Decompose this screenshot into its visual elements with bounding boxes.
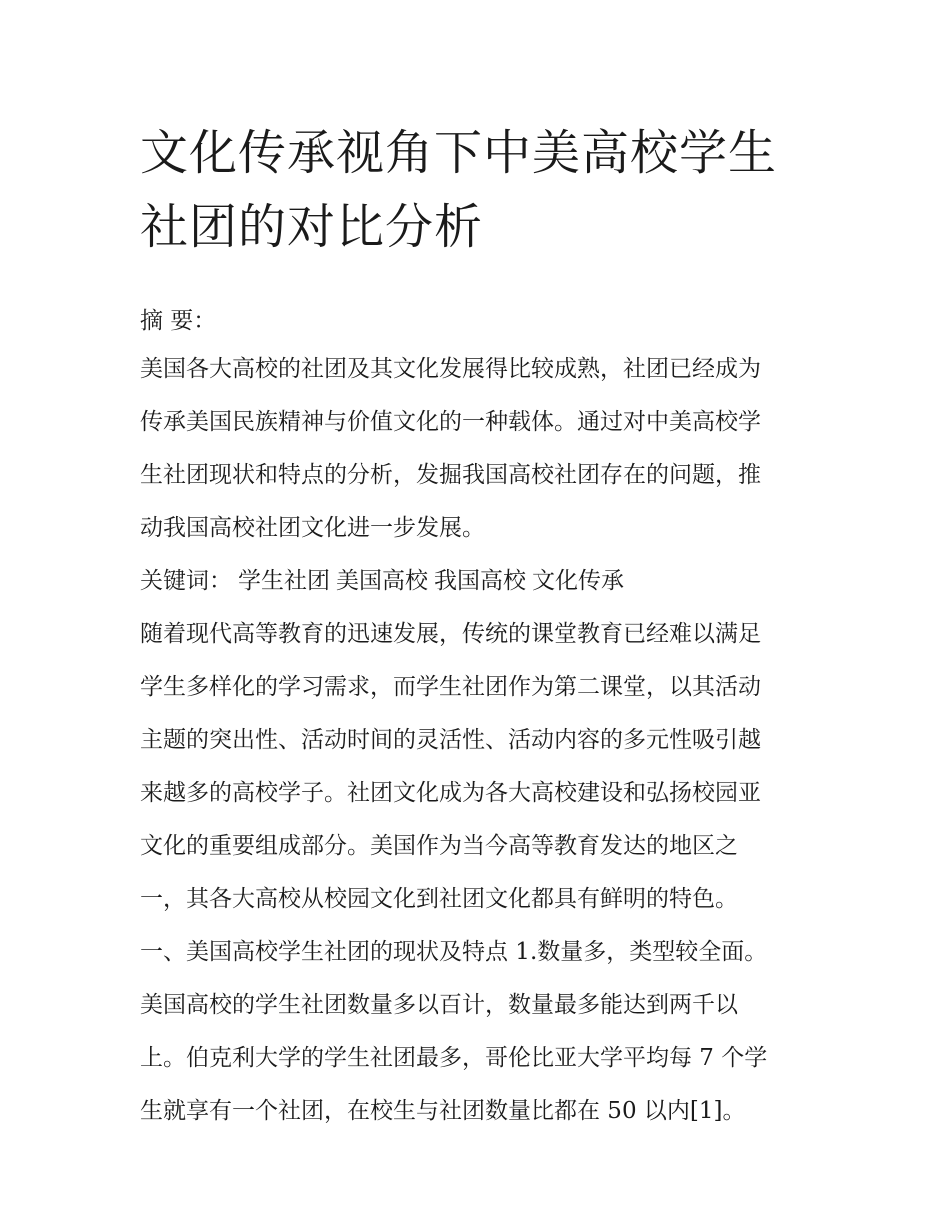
body-line: 生就享有一个社团，在校生与社团数量比都在 50 以内[1]。 <box>140 1098 746 1124</box>
abstract-line: 美国各大高校的社团及其文化发展得比较成熟，社团已经成为 <box>140 356 761 382</box>
keyword: 学生社团 <box>238 568 330 594</box>
title-line: 社团的对比分析 <box>140 199 484 255</box>
abstract-line: 动我国高校社团文化进一步发展。 <box>140 515 485 541</box>
body-line: 一，其各大高校从校园文化到社团文化都具有鲜明的特色。 <box>140 886 738 912</box>
body-line: 文化的重要组成部分。美国作为当今高等教育发达的地区之 <box>140 833 738 859</box>
document-page <box>140 116 820 1138</box>
document-title <box>140 116 820 264</box>
body-line: 一、美国高校学生社团的现状及特点 1.数量多，类型较全面。 <box>140 939 768 965</box>
abstract-line: 传承美国民族精神与价值文化的一种载体。通过对中美高校学 <box>140 409 761 435</box>
abstract-label: 摘 要： <box>140 308 217 334</box>
keywords-line <box>140 555 820 608</box>
body-line: 学生多样化的学习需求，而学生社团作为第二课堂，以其活动 <box>140 674 761 700</box>
keyword: 美国高校 <box>336 568 428 594</box>
body-line: 上。伯克利大学的学生社团最多，哥伦比亚大学平均每 7 个学 <box>140 1045 768 1071</box>
body-line: 主题的突出性、活动时间的灵活性、活动内容的多元性吸引越 <box>140 727 761 753</box>
title-line: 文化传承视角下中美高校学生 <box>140 125 778 181</box>
body-line: 美国高校的学生社团数量多以百计，数量最多能达到两千以 <box>140 992 738 1018</box>
keyword: 我国高校 <box>434 568 526 594</box>
keyword: 文化传承 <box>532 568 624 594</box>
keywords-label: 关键词： <box>140 568 232 594</box>
body-line: 随着现代高等教育的迅速发展，传统的课堂教育已经难以满足 <box>140 621 761 647</box>
body-line: 来越多的高校学子。社团文化成为各大高校建设和弘扬校园亚 <box>140 780 761 806</box>
abstract-body <box>140 343 820 555</box>
body-text <box>140 608 820 1138</box>
abstract-line: 生社团现状和特点的分析，发掘我国高校社团存在的问题，推 <box>140 462 761 488</box>
